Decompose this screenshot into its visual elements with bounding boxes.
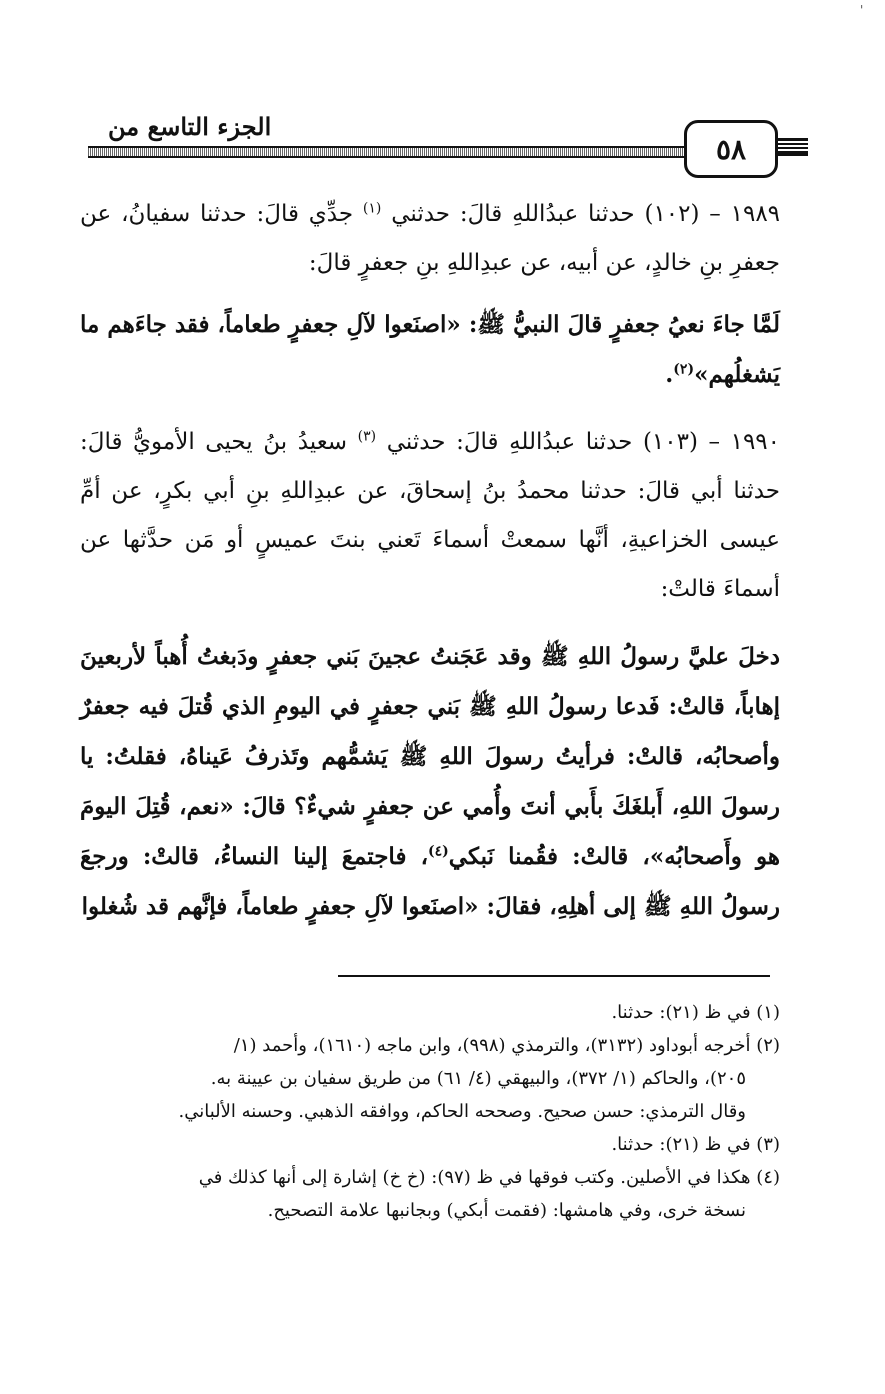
hadith-1989-end-mark: . — [665, 361, 674, 388]
hadith-1990-isnad-cont: سعيدُ بنُ يحيى الأمويُّ قالَ: حدثنا أبي قالَ: حدثنا محمدُ بنُ إسحاقَ، عن عبدِاللهِ بنِ أبي بكرٍ، عن أمِّ عيسى الخزاعيةِ، أنَّها سمعتْ أسماءَ تَعني بنتَ عميسٍ أو مَن حدَّثها عن أسماءَ قالتْ: — [80, 429, 780, 602]
footnote-ref-1[interactable]: (١) — [362, 200, 382, 217]
hadith-1989-matn-text: لَمَّا جاءَ نعيُ جعفرٍ قالَ النبيُّ ﷺ: «اصنَعوا لآلِ جعفرٍ طعاماً، فقد جاءَهم ما يَشغلُهم» — [80, 311, 780, 388]
footnote-2: (٢) أخرجه أبوداود (٣١٣٢)، والترمذي (٩٩٨)، وابن ماجه (١٦١٠)، وأحمد (١/ — [233, 1035, 780, 1056]
hadith-1989-isnad-cont: جدِّي قالَ: حدثنا سفيانُ، — [121, 201, 354, 227]
footnote-separator — [338, 975, 770, 977]
footnote-ref-3[interactable]: (٣) — [357, 428, 377, 445]
page-header — [88, 108, 808, 180]
header-rule — [88, 146, 728, 158]
hadith-1990-isnad-start: ١٩٩٠ – (١٠٣) حدثنا عبدُاللهِ قالَ: حدثني — [386, 429, 781, 455]
footnote-1: (١) في ظ (٢١): حدثنا. — [611, 1002, 780, 1023]
hadith-1990-matn-text-a: دخلَ عليَّ رسولُ اللهِ ﷺ وقد عَجَنتُ عجينَ بَني جعفرٍ ودَبغتُ أُهباً لأربعينَ إهاباً، قالتْ: فَدعا رسولُ اللهِ ﷺ بَني جعفرٍ في اليومِ الذي قُتلَ فيه جعفرٌ وأصحابُه، قالتْ: فرأيتُ رسولَ اللهِ ﷺ يَشمُّهم وتَذرفُ عَيناهُ، فقلتُ: يا رسولَ اللهِ، أَبلغَكَ بأَبي أنتَ وأُمي عن جعفرٍ شيءٌ؟ قالَ: «نعم، قُتِلَ اليومَ هو وأَصحابُه»، قالتْ: فقُمنا نَبكي — [80, 643, 780, 870]
hadith-1990-matn — [80, 632, 780, 932]
hadith-1989-isnad — [80, 190, 780, 288]
footnote-ref-4[interactable]: (٤) — [428, 843, 449, 860]
header-rule-cap — [778, 138, 808, 156]
hadith-1989-isnad-end: عن جعفرِ بنِ خالدٍ، عن أبيه، عن عبدِاللهِ بنِ جعفرٍ قالَ: — [80, 201, 780, 276]
footnote-2-cont: ٢٠٥)، والحاكم (١/ ٣٧٢)، والبيهقي (٤/ ٦١) من طريق سفيان بن عيينة به. — [210, 1068, 746, 1089]
running-title: الجزء التاسع من — [108, 112, 272, 141]
footnote-4-cont: نسخة خرى، وفي هامشها: (فقمت أبكي) وبجانبها علامة التصحيح. — [267, 1200, 746, 1221]
hadith-1990-isnad — [80, 418, 780, 614]
footnote-2-note: وقال الترمذي: حسن صحيح. وصححه الحاكم، ووافقه الذهبي. وحسنه الألباني. — [178, 1101, 746, 1122]
page-number: ٥٨ — [684, 120, 778, 178]
footnote-4: (٤) هكذا في الأصلين. وكتب فوقها في ظ (٩٧): (خ خ) إشارة إلى أنها كذلك في — [198, 1167, 780, 1188]
corner-mark: ' — [860, 3, 864, 17]
main-text — [80, 190, 780, 932]
hadith-1989-matn — [80, 300, 780, 400]
footnote-ref-2[interactable]: (٢) — [673, 361, 695, 378]
hadith-1989-isnad-start: ١٩٨٩ – (١٠٢) حدثنا عبدُاللهِ قالَ: حدثني — [391, 201, 781, 227]
hadith-1990-matn-text-b: ، فاجتمعَ إلينا النساءُ، قالتْ: ورجعَ رسولُ اللهِ ﷺ إلى أهلِهِ، فقالَ: «اصنَعوا لآلِ جعفرٍ طعاماً، فإنَّهم قد شُغلوا — [80, 843, 780, 920]
footnote-3: (٣) في ظ (٢١): حدثنا. — [611, 1134, 780, 1155]
footnotes — [80, 996, 780, 1227]
